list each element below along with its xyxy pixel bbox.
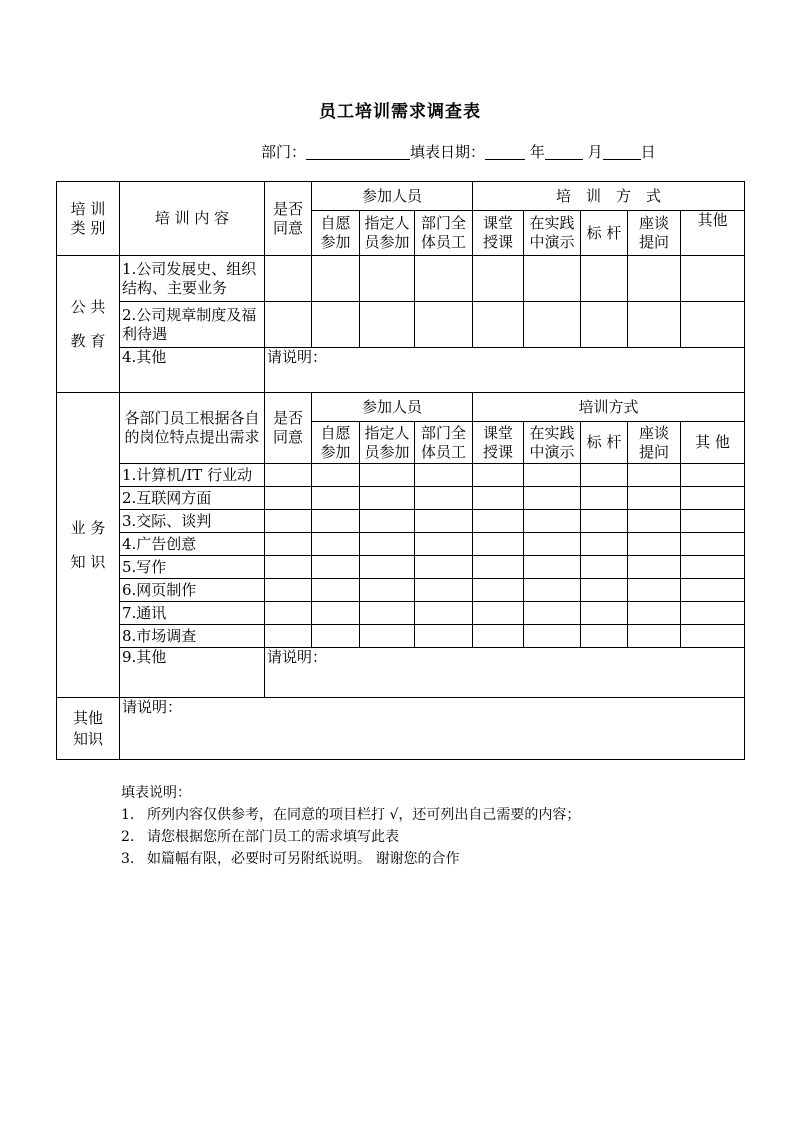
checkbox-cell[interactable]: [360, 464, 415, 487]
checkbox-cell[interactable]: [473, 533, 524, 556]
public-item-1: 1.公司发展史、组织结构、主要业务: [120, 256, 265, 302]
checkbox-cell[interactable]: [581, 302, 628, 348]
checkbox-cell[interactable]: [628, 602, 681, 625]
table-row: [57, 256, 745, 302]
checkbox-cell[interactable]: [628, 302, 681, 348]
table-row: [57, 302, 745, 348]
header-category: 培 训 类 别: [57, 182, 120, 256]
checkbox-cell[interactable]: [360, 556, 415, 579]
checkbox-cell[interactable]: [473, 556, 524, 579]
checkbox-cell[interactable]: [312, 510, 360, 533]
checkbox-cell[interactable]: [312, 487, 360, 510]
checkbox-cell[interactable]: [581, 602, 628, 625]
header-content: 培 训 内 容: [120, 182, 265, 256]
checkbox-cell[interactable]: [265, 302, 312, 348]
header-participants: 参加人员: [312, 182, 473, 211]
checkbox-cell[interactable]: [628, 579, 681, 602]
checkbox-cell[interactable]: [524, 625, 581, 648]
checkbox-cell[interactable]: [312, 464, 360, 487]
business-header-practice: 在实践 中演示: [524, 422, 581, 464]
notes-title: 填表说明：: [121, 785, 191, 801]
header-other: 其他: [681, 211, 745, 256]
table-row: [57, 698, 745, 760]
checkbox-cell[interactable]: [681, 464, 745, 487]
business-item-8: 8.市场调查: [120, 625, 265, 648]
header-benchmark: 标 杆: [581, 211, 628, 256]
business-header-seminar: 座谈 提问: [628, 422, 681, 464]
table-row: [57, 625, 745, 648]
checkbox-cell[interactable]: [265, 556, 312, 579]
public-explain-field[interactable]: 请说明：: [265, 348, 745, 393]
checkbox-cell[interactable]: [265, 256, 312, 302]
checkbox-cell[interactable]: [628, 510, 681, 533]
checkbox-cell[interactable]: [581, 556, 628, 579]
checkbox-cell[interactable]: [524, 464, 581, 487]
form-meta: [261, 141, 656, 162]
business-header-agree: 是否 同意: [265, 393, 312, 464]
business-header-benchmark: 标 杆: [581, 422, 628, 464]
header-all-staff: 部门全 体员工: [415, 211, 473, 256]
business-item-5: 5.写作: [120, 556, 265, 579]
public-item-other: 4.其他: [120, 348, 265, 393]
checkbox-cell[interactable]: [581, 487, 628, 510]
table-row: [57, 556, 745, 579]
checkbox-cell[interactable]: [265, 533, 312, 556]
date-label: 填表日期：: [410, 143, 486, 161]
month-label: 月: [587, 143, 603, 161]
form-title: 员工培训需求调查表: [319, 102, 481, 122]
checkbox-cell[interactable]: [681, 256, 745, 302]
business-item-4: 4.广告创意: [120, 533, 265, 556]
business-header-voluntary: 自愿 参加: [312, 422, 360, 464]
checkbox-cell[interactable]: [265, 487, 312, 510]
checkbox-cell[interactable]: [312, 256, 360, 302]
checkbox-cell[interactable]: [524, 579, 581, 602]
business-item-1: 1.计算机/IT 行业动: [120, 464, 265, 487]
business-header-other: 其 他: [681, 422, 745, 464]
checkbox-cell[interactable]: [581, 256, 628, 302]
checkbox-cell[interactable]: [415, 579, 473, 602]
department-field[interactable]: [306, 145, 410, 160]
note-number: 2.: [121, 829, 135, 845]
business-content-header: 各部门员工根据各自的岗位特点提出需求: [120, 393, 265, 464]
note-number: 1.: [121, 807, 135, 823]
header-practice: 在实践 中演示: [524, 211, 581, 256]
checkbox-cell[interactable]: [265, 510, 312, 533]
category-business: 业 务 知 识: [57, 393, 120, 698]
checkbox-cell[interactable]: [265, 579, 312, 602]
checkbox-cell[interactable]: [360, 625, 415, 648]
checkbox-cell[interactable]: [681, 510, 745, 533]
table-row: [57, 602, 745, 625]
day-field[interactable]: [603, 145, 641, 160]
checkbox-cell[interactable]: [415, 302, 473, 348]
day-label: 日: [640, 143, 656, 161]
checkbox-cell[interactable]: [265, 602, 312, 625]
business-item-3: 3.交际、谈判: [120, 510, 265, 533]
checkbox-cell[interactable]: [681, 302, 745, 348]
survey-table: [56, 181, 745, 760]
checkbox-cell[interactable]: [524, 302, 581, 348]
checkbox-cell[interactable]: [681, 602, 745, 625]
checkbox-cell[interactable]: [360, 602, 415, 625]
business-header-all-staff: 部门全 体员工: [415, 422, 473, 464]
checkbox-cell[interactable]: [473, 487, 524, 510]
checkbox-cell[interactable]: [265, 464, 312, 487]
checkbox-cell[interactable]: [524, 602, 581, 625]
business-item-2: 2.互联网方面: [120, 487, 265, 510]
checkbox-cell[interactable]: [628, 256, 681, 302]
checkbox-cell[interactable]: [360, 510, 415, 533]
checkbox-cell[interactable]: [581, 464, 628, 487]
checkbox-cell[interactable]: [415, 510, 473, 533]
table-row: [57, 510, 745, 533]
business-header-designated: 指定人 员参加: [360, 422, 415, 464]
category-other: 其他 知识: [57, 698, 120, 760]
table-row: [57, 648, 745, 698]
checkbox-cell[interactable]: [312, 602, 360, 625]
business-explain-field[interactable]: 请说明：: [265, 648, 745, 698]
business-header-method: 培训方式: [473, 393, 745, 422]
checkbox-cell[interactable]: [415, 256, 473, 302]
checkbox-cell[interactable]: [473, 602, 524, 625]
table-row: [57, 487, 745, 510]
category-public: 公 共 教 育: [57, 256, 120, 393]
checkbox-cell[interactable]: [628, 487, 681, 510]
department-label: 部门：: [261, 143, 307, 161]
checkbox-cell[interactable]: [628, 464, 681, 487]
form-notes: [121, 782, 580, 870]
business-header-row-1: [57, 393, 745, 422]
note-text: 所列内容仅供参考，在同意的项目栏打 √，还可列出自己需要的内容；: [147, 807, 581, 823]
public-item-2: 2.公司规章制度及福利待遇: [120, 302, 265, 348]
checkbox-cell[interactable]: [681, 533, 745, 556]
year-field[interactable]: [485, 145, 525, 160]
note-item: [121, 826, 580, 848]
checkbox-cell[interactable]: [681, 579, 745, 602]
checkbox-cell[interactable]: [628, 556, 681, 579]
note-item: [121, 804, 580, 826]
checkbox-cell[interactable]: [681, 487, 745, 510]
note-item: [121, 848, 580, 870]
checkbox-cell[interactable]: [628, 533, 681, 556]
checkbox-cell[interactable]: [524, 256, 581, 302]
header-designated: 指定人 员参加: [360, 211, 415, 256]
header-row-1: [57, 182, 745, 211]
checkbox-cell[interactable]: [360, 533, 415, 556]
checkbox-cell[interactable]: [415, 625, 473, 648]
checkbox-cell[interactable]: [312, 533, 360, 556]
checkbox-cell[interactable]: [415, 464, 473, 487]
checkbox-cell[interactable]: [524, 510, 581, 533]
business-header-participants: 参加人员: [312, 393, 473, 422]
checkbox-cell[interactable]: [581, 510, 628, 533]
checkbox-cell[interactable]: [581, 579, 628, 602]
checkbox-cell[interactable]: [312, 579, 360, 602]
checkbox-cell[interactable]: [360, 579, 415, 602]
checkbox-cell[interactable]: [473, 256, 524, 302]
header-classroom: 课堂 授课: [473, 211, 524, 256]
checkbox-cell[interactable]: [628, 625, 681, 648]
checkbox-cell[interactable]: [581, 625, 628, 648]
checkbox-cell[interactable]: [360, 487, 415, 510]
checkbox-cell[interactable]: [473, 510, 524, 533]
checkbox-cell[interactable]: [415, 533, 473, 556]
checkbox-cell[interactable]: [524, 487, 581, 510]
checkbox-cell[interactable]: [524, 556, 581, 579]
note-number: 3.: [121, 851, 135, 867]
table-row: [57, 348, 745, 393]
checkbox-cell[interactable]: [415, 602, 473, 625]
checkbox-cell[interactable]: [360, 302, 415, 348]
checkbox-cell[interactable]: [473, 625, 524, 648]
business-item-6: 6.网页制作: [120, 579, 265, 602]
checkbox-cell[interactable]: [360, 256, 415, 302]
checkbox-cell[interactable]: [473, 464, 524, 487]
checkbox-cell[interactable]: [681, 625, 745, 648]
table-row: [57, 579, 745, 602]
checkbox-cell[interactable]: [312, 625, 360, 648]
note-text: 请您根据您所在部门员工的需求填写此表: [147, 829, 399, 845]
year-label: 年: [529, 143, 545, 161]
business-header-classroom: 课堂 授课: [473, 422, 524, 464]
checkbox-cell[interactable]: [473, 302, 524, 348]
business-item-7: 7.通讯: [120, 602, 265, 625]
checkbox-cell[interactable]: [312, 302, 360, 348]
checkbox-cell[interactable]: [681, 556, 745, 579]
checkbox-cell[interactable]: [415, 556, 473, 579]
checkbox-cell[interactable]: [473, 579, 524, 602]
header-agree: 是否 同意: [265, 182, 312, 256]
header-seminar: 座谈 提问: [628, 211, 681, 256]
table-row: [57, 464, 745, 487]
note-text: 如篇幅有限，必要时可另附纸说明。 谢谢您的合作: [147, 851, 460, 867]
other-explain-field[interactable]: 请说明：: [120, 698, 745, 760]
checkbox-cell[interactable]: [265, 625, 312, 648]
checkbox-cell[interactable]: [415, 487, 473, 510]
checkbox-cell[interactable]: [524, 533, 581, 556]
month-field[interactable]: [545, 145, 583, 160]
table-row: [57, 533, 745, 556]
header-method: 培 训 方 式: [473, 182, 745, 211]
checkbox-cell[interactable]: [581, 533, 628, 556]
header-voluntary: 自愿 参加: [312, 211, 360, 256]
business-item-other: 9.其他: [120, 648, 265, 698]
checkbox-cell[interactable]: [312, 556, 360, 579]
